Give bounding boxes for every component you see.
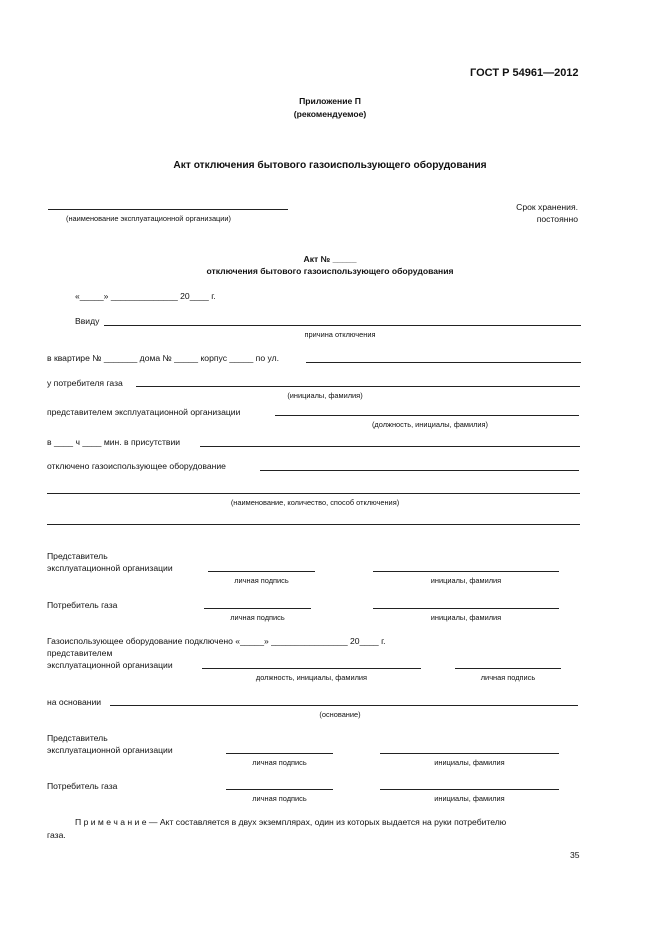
apartment-label: в квартире № _______ дома № _____ корпус _____ по ул. xyxy=(47,353,280,363)
consumer1-label: Потребитель газа xyxy=(47,600,118,610)
consumer2-signature-line[interactable] xyxy=(226,789,333,790)
act-subtitle: отключения бытового газоиспользующего оборудования xyxy=(206,266,454,276)
appendix-title: Приложение П xyxy=(299,96,361,106)
consumer1-signature-line[interactable] xyxy=(204,608,311,609)
reconnect-signature-line[interactable] xyxy=(455,668,561,669)
reconnect-position-line[interactable] xyxy=(202,668,421,669)
rep2-signature-line[interactable] xyxy=(226,753,333,754)
rep2-label-line2: эксплуатационной организации xyxy=(47,745,173,755)
representative-label: представителем эксплуатационной организации xyxy=(47,407,241,417)
rep1-initials-caption: инициалы, фамилия xyxy=(430,576,502,585)
storage-label: Срок хранения. xyxy=(516,202,578,212)
position-caption: (должность, инициалы, фамилия) xyxy=(371,420,489,429)
reconnect-rep-line1: представителем xyxy=(47,648,113,658)
basis-caption: (основание) xyxy=(319,710,361,719)
disconnected-label: отключено газоиспользующее оборудование xyxy=(47,461,226,471)
consumer2-label: Потребитель газа xyxy=(47,781,118,791)
equipment-line-3[interactable] xyxy=(47,524,580,525)
act-number: Акт № _____ xyxy=(303,254,357,264)
reconnect-signature-caption: личная подпись xyxy=(480,673,536,682)
rep1-initials-line[interactable] xyxy=(373,571,559,572)
page-number: 35 xyxy=(570,850,580,860)
equipment-line[interactable] xyxy=(260,470,579,471)
org-name-line[interactable] xyxy=(48,209,288,210)
rep1-signature-caption: личная подпись xyxy=(234,576,289,585)
note-text: — Акт составляется в двух экземплярах, один из которых выдается на руки потребителю xyxy=(146,817,507,827)
consumer1-initials-line[interactable] xyxy=(373,608,559,609)
act-date-field[interactable]: «_____» ______________ 20____ г. xyxy=(75,291,216,301)
storage-value: постоянно xyxy=(536,214,578,224)
rep2-label-line1: Представитель xyxy=(47,733,108,743)
note-label: П р и м е ч а н и е xyxy=(75,817,147,827)
rep1-signature-line[interactable] xyxy=(208,571,315,572)
consumer2-initials-line[interactable] xyxy=(380,789,559,790)
rep1-label-line2: эксплуатационной организации xyxy=(47,563,173,573)
note xyxy=(75,817,506,827)
consumer1-signature-caption: личная подпись xyxy=(230,613,285,622)
reason-line[interactable] xyxy=(104,325,581,326)
consumer2-initials-caption: инициалы, фамилия xyxy=(434,794,505,803)
consumer-initials-caption: (инициалы, фамилия) xyxy=(287,391,363,400)
rep2-initials-line[interactable] xyxy=(380,753,559,754)
consumer1-initials-caption: инициалы, фамилия xyxy=(430,613,502,622)
witness-line[interactable] xyxy=(200,446,580,447)
equipment-caption: (наименование, количество, способ отключения) xyxy=(230,498,400,507)
standard-code: ГОСТ Р 54961—2012 xyxy=(470,67,579,79)
basis-line[interactable] xyxy=(110,705,578,706)
representative-line[interactable] xyxy=(275,415,579,416)
time-label: в ____ ч ____ мин. в присутствии xyxy=(47,437,181,447)
reason-caption: причина отключения xyxy=(304,330,376,339)
rep1-label-line1: Представитель xyxy=(47,551,108,561)
reconnect-text[interactable]: Газоиспользующее оборудование подключено «_____» ________________ 20____ г. xyxy=(47,636,386,646)
rep2-initials-caption: инициалы, фамилия xyxy=(434,758,505,767)
due-to-label: Ввиду xyxy=(75,316,100,326)
street-line[interactable] xyxy=(306,362,581,363)
reconnect-rep-line2: эксплуатационной организации xyxy=(47,660,173,670)
consumer2-signature-caption: личная подпись xyxy=(252,794,307,803)
note-text-continued: газа. xyxy=(47,830,66,840)
consumer-label: у потребителя газа xyxy=(47,378,123,388)
org-name-caption: (наименование эксплуатационной организации) xyxy=(66,214,232,223)
equipment-line-2[interactable] xyxy=(47,493,580,494)
consumer-line[interactable] xyxy=(136,386,580,387)
basis-label: на основании xyxy=(47,697,102,707)
appendix-subtitle: (рекомендуемое) xyxy=(293,109,367,119)
reconnect-position-caption: должность, инициалы, фамилия xyxy=(255,673,368,682)
document-title: Акт отключения бытового газоиспользующего оборудования xyxy=(173,160,487,171)
rep2-signature-caption: личная подпись xyxy=(252,758,307,767)
